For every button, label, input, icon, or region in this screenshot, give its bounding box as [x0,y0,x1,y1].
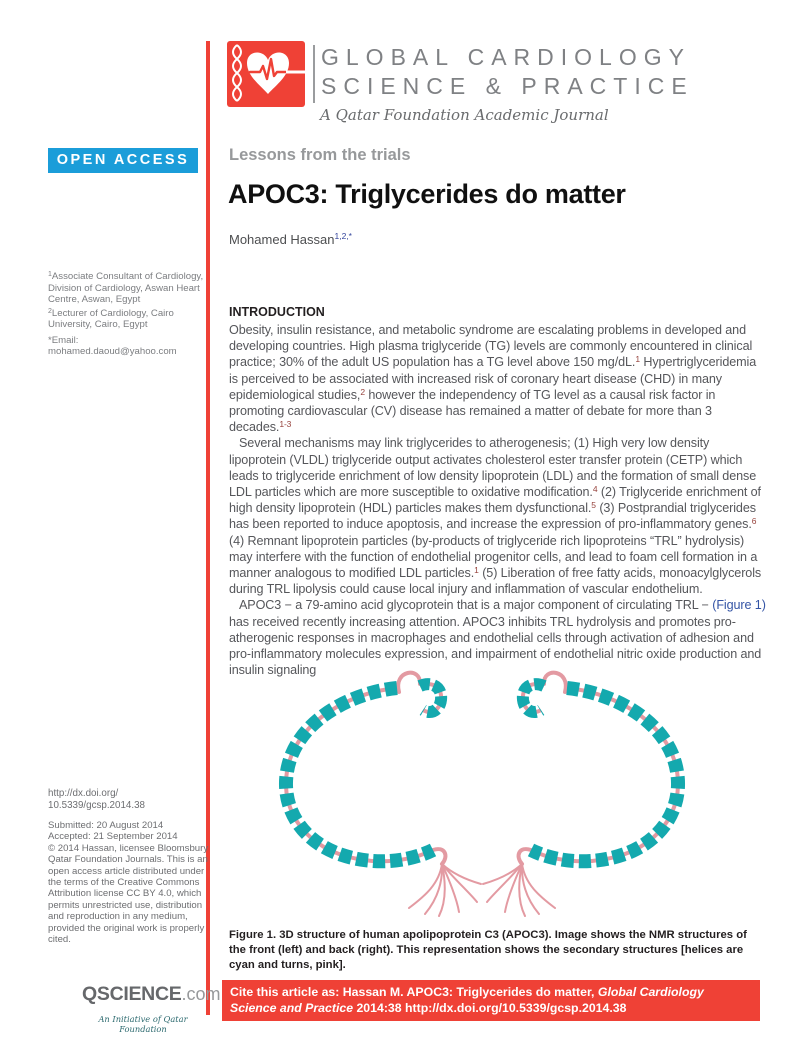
journal-name [321,43,694,101]
publisher-tagline: An Initiative of Qatar Foundation [98,1014,188,1034]
journal-logo [227,41,305,107]
p2-text-5: (5) Liberation of free fatty acids, monoacylglycerols during TRL lipolysis could cause local injury and inflammation of vascular endothelium. [229,566,762,597]
publication-meta-block [48,820,210,945]
affiliation-1-text: Associate Consultant of Cardiology, Division of Cardiology, Aswan Heart Centre, Aswan, Egypt [48,271,204,305]
reference-superscript: 2 [360,386,365,397]
paragraph-2 [229,435,766,597]
p2-text-3: (3) Postprandial triglycerides has been reported to induce apoptosis, and increase the expression of pro-inflammatory genes. [229,501,756,532]
citation-journal-name: Global Cardiology Science and Practice [230,985,704,1015]
article-section-kicker: Lessons from the trials [229,146,411,164]
reference-superscript: 1-3 [279,419,292,430]
journal-tagline: A Qatar Foundation Academic Journal [320,106,609,124]
cite-this-article-box [222,980,760,1021]
affiliation-1-superscript: 1 [48,271,52,278]
p1-text-1: Obesity, insulin resistance, and metabolic syndrome are escalating problems in developed and developing countries. High plasma triglyceride (TG) levels are commonly encountered in clinical practice; 30% of the adult US population has a TG level above 150 mg/dL. [229,323,753,370]
affiliation-2 [48,306,206,331]
reference-superscript: 6 [751,516,757,527]
doi-link-line1[interactable]: http://dx.doi.org/ [48,788,119,799]
email-label: *Email: [48,334,79,346]
header-divider [313,45,315,103]
doi-link-line2[interactable]: 10.5339/gcsp.2014.38 [48,800,145,811]
reference-superscript: 1 [474,565,479,576]
figure-caption-text: 3D structure of human apolipoprotein C3 (APOC3). Image shows the NMR structures of the front (left) and back (right). This representation shows the secondary structures [helices are cyan and turns, pink]. [229,929,747,971]
submitted-date: Submitted: 20 August 2014 [48,820,164,831]
affiliation-2-superscript: 2 [48,307,52,315]
affiliation-1 [48,269,206,306]
figure-caption-label: Figure 1. [229,929,277,941]
author-byline [229,231,352,247]
citation-doi-link[interactable]: http://dx.doi.org/10.5339/gcsp.2014.38 [405,1001,627,1015]
citation-volume: 2014:38 [353,1001,406,1015]
affiliation-2-text: Lecturer of Cardiology, Cairo University, Cairo, Egypt [48,307,174,330]
introduction-heading: INTRODUCTION [229,305,325,319]
p3-text-1: APOC3 − a 79-amino acid glycoprotein that is a major component of circulating TRL − [239,598,713,613]
open-access-badge: OPEN ACCESS [48,148,198,173]
reference-superscript: 1 [635,354,640,365]
accepted-date: Accepted: 21 September 2014 [48,831,178,843]
affiliations-block [48,269,206,358]
p1-text-3: however the independency of TG level as a causal risk factor in promoting cardiovascular (CV) disease has remained a matter of debate for more than 3 decades. [229,387,716,435]
publisher-logo-suffix: .com [181,984,221,1004]
author-name: Mohamed Hassan [229,232,335,247]
p3-text-2: has received recently increasing attention. APOC3 inhibits TRL hydrolysis and promotes pro-atherogenic responses in macrophages and endothelial cells through activation of adhesion and pro-inflammatory molecules expression, and impairment of endothelial nitric oxide production and insulin signaling [229,614,762,678]
journal-name-line1: GLOBAL CARDIOLOGY [321,44,691,70]
citation-prefix: Cite this article as: Hassan M. APOC3: Triglycerides do matter, [230,985,598,999]
journal-name-line2: SCIENCE & PRACTICE [321,73,694,99]
p2-text-4: (4) Remnant lipoprotein particles (by-products of triglyceride rich lipoproteins “TRL” hydrolysis) may interfere with the function of endothelial progenitor cells, and lead to foam cell formation in a manner analogous to modified LDL particles. [229,533,758,581]
back-structure [483,673,678,916]
apoc3-nmr-structure-illustration [247,656,747,924]
reference-superscript: 5 [591,500,596,511]
doi-block [48,788,145,812]
p2-text-2: (2) Triglyceride enrichment of high density lipoprotein (HDL) particles makes them dysfunctional. [229,485,761,516]
figure-1-link[interactable]: (Figure 1) [712,598,766,613]
p2-text-1: Several mechanisms may link triglycerides to atherogenesis; (1) High very low density lipoprotein (VLDL) triglyceride output activates cholesterol ester transfer protein (CETP) which leads to triglyceride enrichment of low density lipoprotein (LDL) and the formation of small dense LDL particles which are more susceptible to oxidative modification. [229,436,757,500]
figure-1-image [247,656,747,924]
author-email-row [48,335,206,358]
license-text: © 2014 Hassan, licensee Bloomsbury Qatar Foundation Journals. This is an open access article distributed under the terms of the Creative Commons Attribution license CC BY 4.0, which permits unrestricted use, distribution and reproduction in any medium, provided the original work is properly cited. [48,842,209,946]
reference-superscript: 4 [592,484,598,495]
front-structure [286,673,481,916]
publisher-logo [82,983,220,1006]
author-email-link[interactable]: mohamed.daoud@yahoo.com [48,346,177,357]
heart-dna-logo-icon [227,41,305,107]
figure-1-caption [229,928,763,972]
p1-text-2: Hypertriglyceridemia is perceived to be associated with increased risk of coronary heart disease (CHD) in many epidemiological studies, [229,355,757,402]
publisher-logo-name: QSCIENCE [82,983,182,1005]
article-title: APOC3: Triglycerides do matter [228,179,626,209]
paragraph-1 [229,322,766,435]
author-superscript: 1,2,* [334,231,352,241]
article-body [229,322,766,678]
